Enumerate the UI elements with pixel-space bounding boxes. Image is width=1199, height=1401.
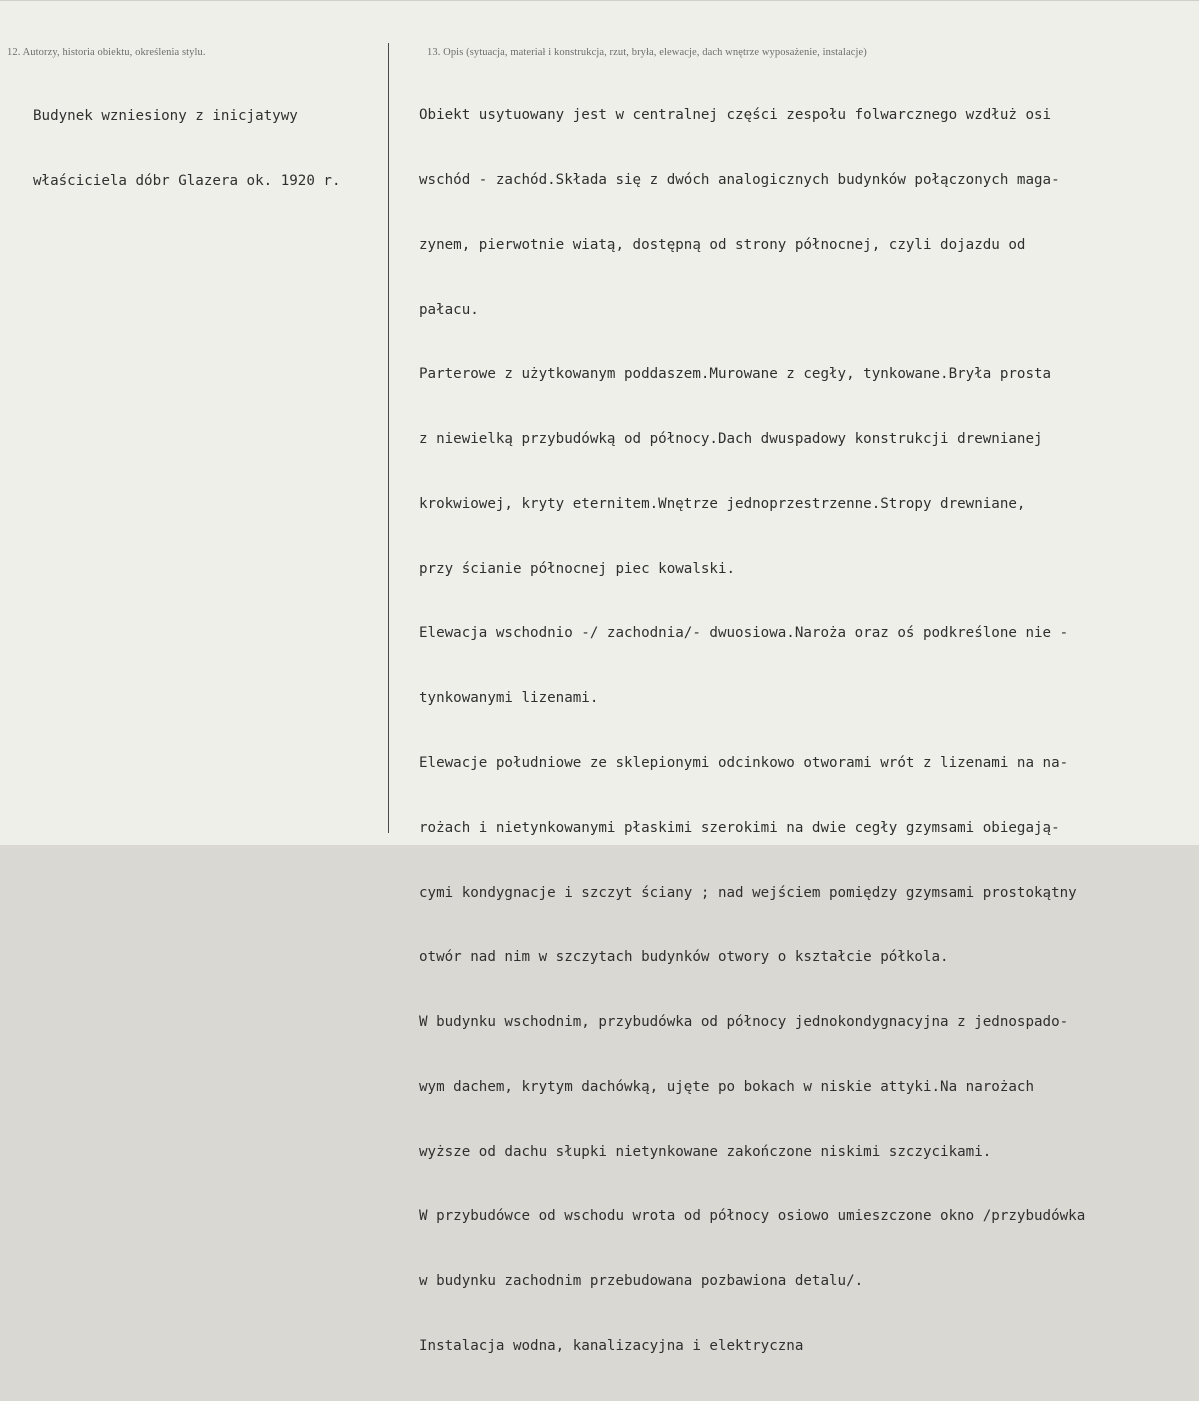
text-line: Instalacja wodna, kanalizacyjna i elektryczna xyxy=(419,1338,804,1355)
field-12-text xyxy=(33,63,341,236)
text-line: wyższe od dachu słupki nietynkowane zakończone niskimi szczycikami. xyxy=(419,1143,992,1160)
text-line: rożach i nietynkowanymi płaskimi szerokimi na dwie cegły gzymsami obiegają- xyxy=(419,819,1060,836)
text-line: Elewacja wschodnio -/ zachodnia/- dwuosiowa.Naroża oraz oś podkreślone nie - xyxy=(419,625,1069,642)
text-line: wschód - zachód.Składa się z dwóch analogicznych budynków połączonych maga- xyxy=(419,171,1060,188)
field-13-label: 13. Opis (sytuacja, materiał i konstrukcja, rzut, bryła, elewacje, dach wnętrze wyposażenie, instalacje) xyxy=(427,47,867,58)
text-line: Parterowe z użytkowanym poddaszem.Murowane z cegły, tynkowane.Bryła prosta xyxy=(419,366,1052,383)
text-line: W przybudówce od wschodu wrota od północy osiowo umieszczone okno /przybudówka xyxy=(419,1208,1086,1225)
text-line: zynem, pierwotnie wiatą, dostępną od strony północnej, czyli dojazdu od xyxy=(419,236,1026,253)
text-line: W budynku wschodnim, przybudówka od północy jednokondygnacyjna z jednospado- xyxy=(419,1014,1069,1031)
text-line: Obiekt usytuowany jest w centralnej części zespołu folwarcznego wzdłuż osi xyxy=(419,107,1052,124)
text-line: z niewielką przybudówką od północy.Dach dwuspadowy konstrukcji drewnianej xyxy=(419,431,1043,448)
column-divider xyxy=(388,43,389,833)
field-12-label: 12. Autorzy, historia obiektu, określenia stylu. xyxy=(7,47,206,58)
text-line: cymi kondygnacje i szczyt ściany ; nad wejściem pomiędzy gzymsami prostokątny xyxy=(419,884,1077,901)
text-line: pałacu. xyxy=(419,301,479,318)
text-line: wym dachem, krytym dachówką, ujęte po bokach w niskie attyki.Na narożach xyxy=(419,1078,1034,1095)
text-line: właściciela dóbr Glazera ok. 1920 r. xyxy=(33,172,341,189)
field-13-text xyxy=(419,62,1085,1401)
text-line: Budynek wzniesiony z inicjatywy xyxy=(33,108,298,125)
text-line: Elewacje południowe ze sklepionymi odcinkowo otworami wrót z lizenami na na- xyxy=(419,755,1069,771)
text-line: otwór nad nim w szczytach budynków otwory o kształcie półkola. xyxy=(419,949,949,966)
text-line: krokwiowej, kryty eternitem.Wnętrze jednoprzestrzenne.Stropy drewniane, xyxy=(419,495,1026,512)
text-line: tynkowanymi lizenami. xyxy=(419,690,599,707)
text-line: przy ścianie północnej piec kowalski. xyxy=(419,560,736,577)
text-line: w budynku zachodnim przebudowana pozbawiona detalu/. xyxy=(419,1273,864,1290)
